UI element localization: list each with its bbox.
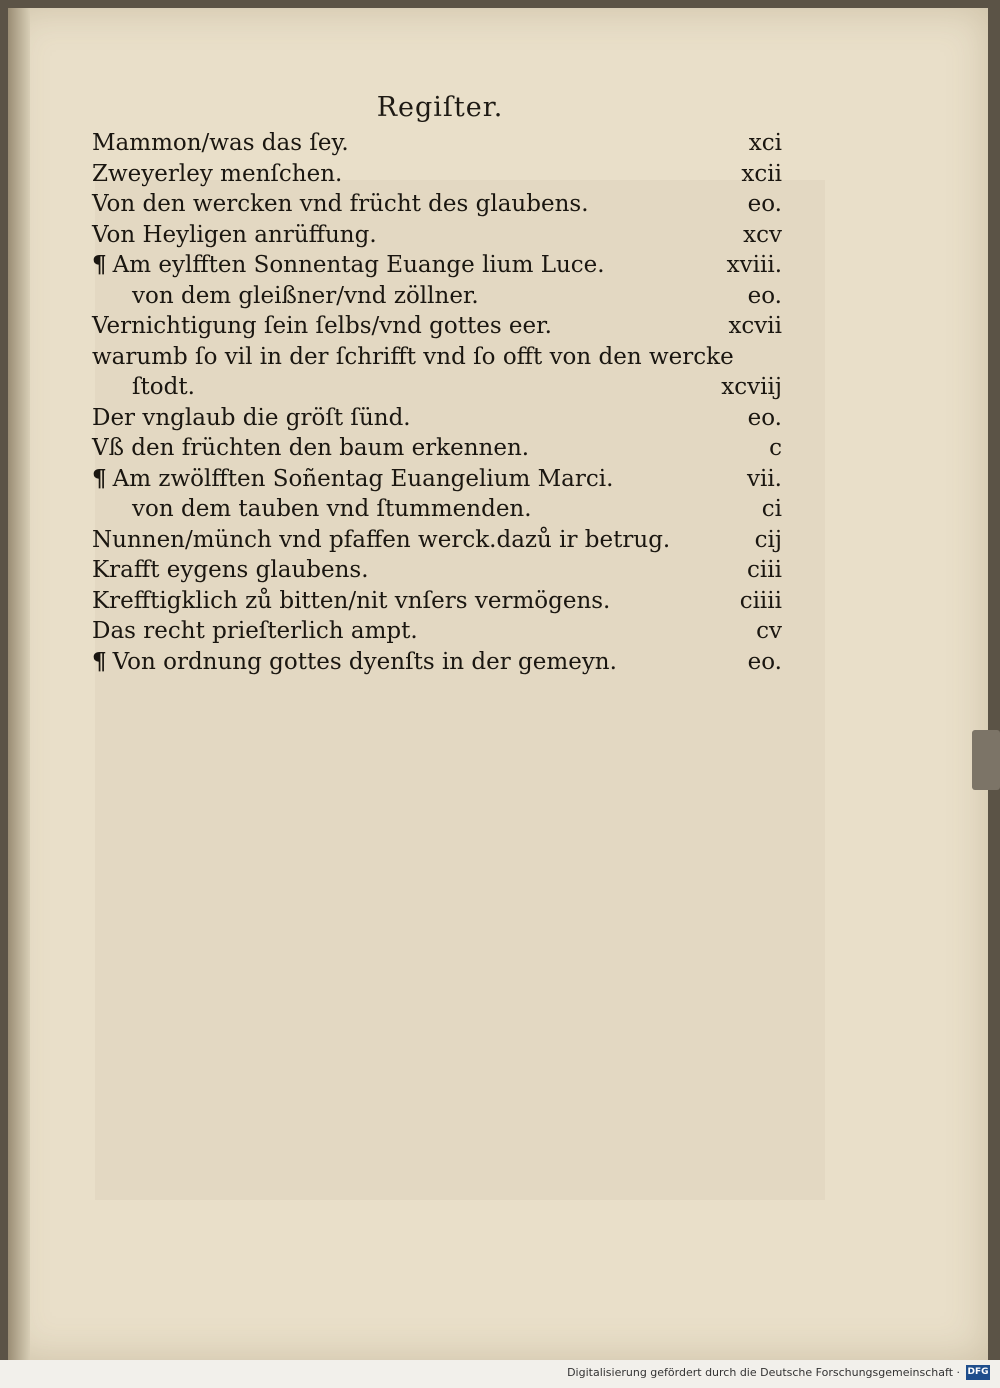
entry-text (92, 433, 529, 464)
entry-folio: eo. (747, 648, 782, 675)
entry-text (132, 372, 195, 403)
entry-label: Zweyerley menſchen. (92, 160, 343, 187)
entry-label: Das recht prieſterlich ampt. (92, 618, 418, 644)
page-tab (972, 730, 1000, 790)
entry-label: Mammon/was das ſey. (92, 130, 349, 156)
entry-folio: cv (756, 618, 782, 644)
pilcrow-icon: ¶ (92, 647, 107, 675)
entry-folio: xcvii (728, 313, 782, 339)
entry-text (92, 311, 552, 342)
entry-folio: xviii. (726, 252, 782, 278)
entry-text (92, 464, 613, 495)
entry-text (92, 403, 411, 434)
pilcrow-icon: ¶ (92, 464, 107, 492)
entry-label: warumb ſo vil in der ſchrifft vnd ſo offt von den wercke (92, 343, 734, 370)
register-entry (92, 433, 782, 464)
register-entry (92, 281, 782, 312)
entry-folio: xcviij (721, 374, 782, 400)
register-entry (92, 464, 782, 495)
entry-label: von dem gleißner/vnd zöllner. (132, 282, 479, 309)
entry-label: Von Heyligen anrüffung. (92, 221, 377, 248)
page-gutter (8, 8, 30, 1360)
register-list (92, 128, 782, 677)
register-entry (92, 311, 782, 342)
entry-text (132, 281, 479, 312)
entry-text (92, 586, 610, 617)
entry-text (92, 128, 349, 159)
register-entry (92, 372, 782, 403)
register-entry (92, 525, 782, 556)
register-entry (92, 647, 782, 678)
register-entry (92, 342, 782, 373)
footer-credit: Digitalisierung gefördert durch die Deutsche Forschungsgemeinschaft · (567, 1366, 960, 1379)
entry-text (92, 189, 589, 220)
register-entry (92, 616, 782, 647)
page-title: Regiſter. (376, 92, 504, 123)
entry-label: Der vnglaub die gröſt ſünd. (92, 404, 411, 431)
entry-text (92, 220, 377, 251)
entry-label: Am eylfften Sonnentag Euange lium Luce. (112, 252, 605, 278)
dfg-logo-icon: DFG (966, 1365, 990, 1380)
entry-label: Von ordnung gottes dyenſts in der gemeyn. (112, 648, 617, 675)
entry-folio: xcii (741, 160, 782, 187)
entry-text (132, 494, 532, 525)
entry-label: Vß den früchten den baum erkennen. (92, 435, 530, 461)
entry-text (92, 159, 342, 190)
entry-text (92, 342, 734, 373)
entry-label: Krafft eygens glaubens. (92, 557, 369, 583)
register-entry (92, 220, 782, 251)
entry-folio: eo. (747, 404, 782, 431)
register-entry (92, 250, 782, 281)
entry-label: Von den wercken vnd frücht des glaubens. (92, 191, 589, 217)
entry-folio: eo. (747, 191, 782, 217)
register-entry (92, 403, 782, 434)
entry-text (92, 555, 369, 586)
footer-bar (0, 1360, 1000, 1388)
entry-folio: xcv (743, 221, 782, 248)
entry-folio: ciii (747, 557, 782, 583)
entry-label: Am zwölfften Soñentag Euangelium Marci. (112, 465, 614, 492)
entry-label: von dem tauben vnd ſtummenden. (132, 496, 532, 522)
register-entry (92, 494, 782, 525)
entry-text (92, 525, 670, 556)
entry-label: ſtodt. (132, 374, 195, 400)
register-entry (92, 586, 782, 617)
entry-text (92, 250, 605, 281)
register-entry (92, 159, 782, 190)
entry-folio: xci (748, 130, 782, 156)
entry-label: Vernichtigung ſein ſelbs/vnd gottes eer. (92, 313, 552, 339)
pilcrow-icon: ¶ (92, 251, 107, 278)
entry-folio: cij (754, 526, 782, 553)
entry-folio: ci (761, 496, 782, 522)
entry-folio: eo. (747, 282, 782, 309)
entry-label: Krefftigklich zů bitten/nit vnſers vermögens. (92, 587, 611, 614)
register-entry (92, 189, 782, 220)
entry-folio: vii. (746, 465, 782, 492)
entry-label: Nunnen/münch vnd pfaffen werck.dazů ir betrug. (92, 526, 671, 553)
entry-folio: ciiii (739, 587, 782, 614)
entry-folio: c (769, 435, 782, 461)
register-entry (92, 128, 782, 159)
entry-text (92, 647, 617, 678)
entry-text (92, 616, 418, 647)
register-entry (92, 555, 782, 586)
